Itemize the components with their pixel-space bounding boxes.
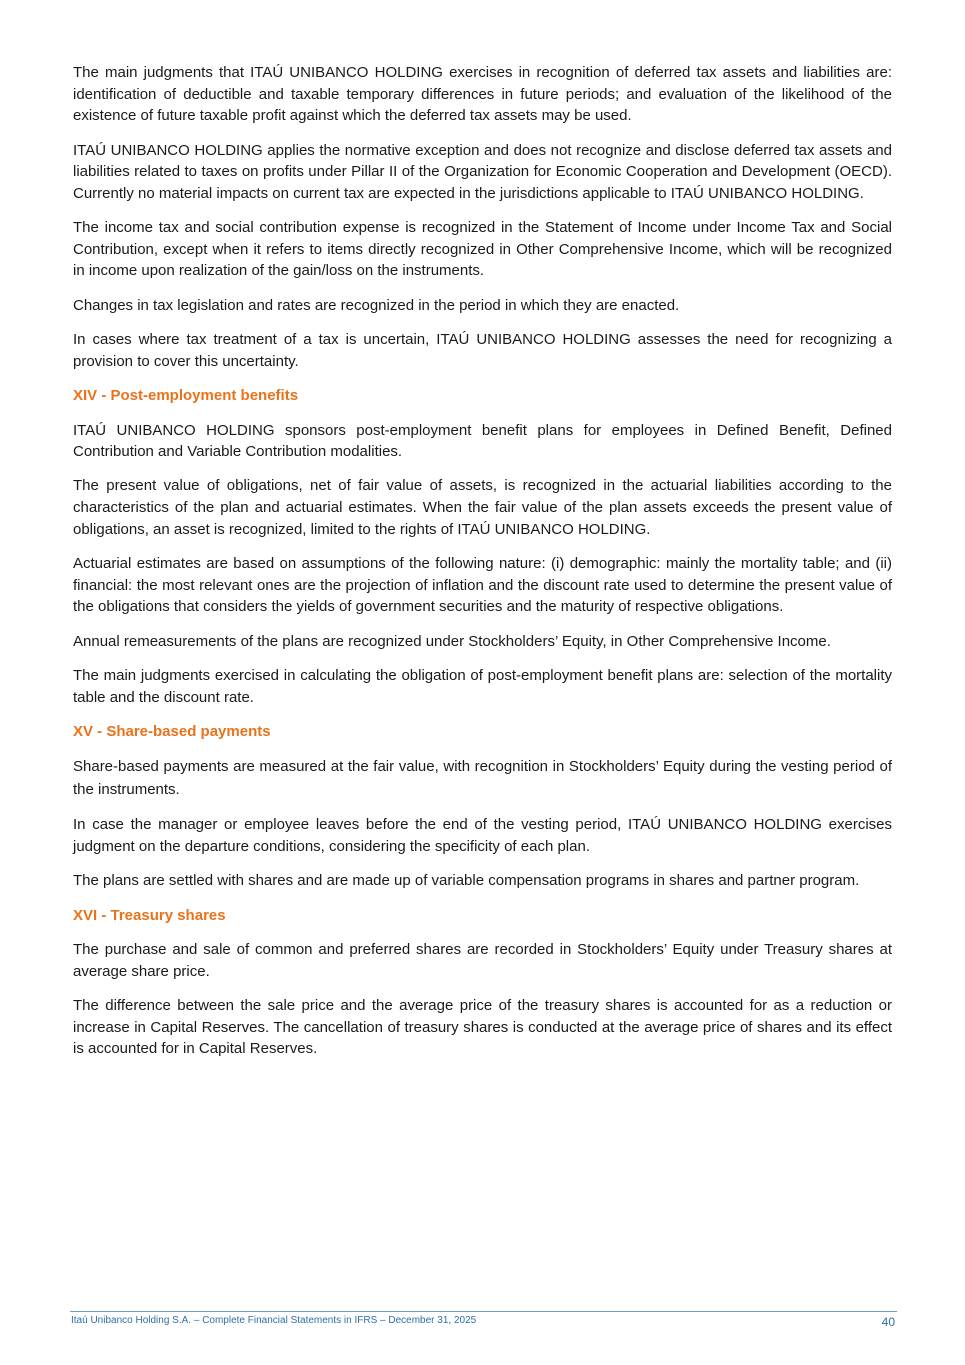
paragraph-share-based-measurement: Share-based payments are measured at the fair value, with recognition in Stockholders’ Equity during the vesting period of the instruments. [73, 758, 892, 799]
page-footer [70, 1311, 897, 1329]
paragraph-actuarial-estimates: Actuarial estimates are based on assumptions of the following nature: (i) demographic: mainly the mortality table; and (ii) financial: the most relevant ones are the projection of inflation and the discount rate used to determine the present value of the obligations that considers the yields of government securities and the maturity of respective obligations. [73, 555, 892, 616]
paragraph-tax-legislation-changes: Changes in tax legislation and rates are recognized in the period in which they are enacted. [73, 296, 680, 314]
page-content [73, 62, 892, 1073]
paragraph-uncertain-tax-treatment: In cases where tax treatment of a tax is uncertain, ITAÚ UNIBANCO HOLDING assesses the need for recognizing a provision to cover this uncertainty. [73, 331, 892, 370]
footer-document-title: Itaú Unibanco Holding S.A. – Complete Financial Statements in IFRS – December 31, 2025 [71, 1315, 477, 1326]
page-number: 40 [881, 1315, 895, 1329]
paragraph-post-employment-plans: ITAÚ UNIBANCO HOLDING sponsors post-employment benefit plans for employees in Defined Benefit, Defined Contribution and Variable Contribution modalities. [73, 421, 892, 461]
section-heading-share-based-payments: XV - Share-based payments [73, 723, 271, 741]
paragraph-present-value-obligations: The present value of obligations, net of fair value of assets, is recognized in the actuarial liabilities according to the characteristics of the plan and actuarial estimates. When the fair value of the plan assets exceeds the present value of obligations, an asset is recognized, limited to the rights of ITAÚ UNIBANCO HOLDING. [73, 477, 892, 538]
paragraph-income-tax-expense: The income tax and social contribution expense is recognized in the Statement of Income under Income Tax and Social Contribution, except when it refers to items directly recognized in Other Comprehensive Income, which will be recognized in income upon realization of the gain/loss on the instruments. [73, 219, 892, 280]
paragraph-vesting-departure: In case the manager or employee leaves before the end of the vesting period, ITAÚ UNIBANCO HOLDING exercises judgment on the departure conditions, considering the specificity of each plan. [73, 816, 892, 855]
paragraph-plan-settlement: The plans are settled with shares and are made up of variable compensation programs in shares and partner program. [73, 872, 860, 890]
section-heading-treasury-shares: XVI - Treasury shares [73, 906, 226, 924]
section-heading-post-employment: XIV - Post-employment benefits [73, 387, 299, 405]
paragraph-treasury-price-difference: The difference between the sale price and the average price of the treasury shares is accounted for as a reduction or increase in Capital Reserves. The cancellation of treasury shares is conducted at the average price of shares and its effect is accounted for in Capital Reserves. [73, 996, 892, 1058]
paragraph-post-employment-judgments: The main judgments exercised in calculating the obligation of post-employment benefit plans are: selection of the mortality table and the discount rate. [73, 667, 892, 706]
paragraph-deferred-tax-judgments: The main judgments that ITAÚ UNIBANCO HOLDING exercises in recognition of deferred tax assets and liabilities are: identification of deductible and taxable temporary differences in future periods; and evaluation of the likelihood of the existence of future taxable profit against which the deferred tax assets may be used. [73, 64, 892, 125]
paragraph-pillar-two: ITAÚ UNIBANCO HOLDING applies the normative exception and does not recognize and disclose deferred tax assets and liabilities related to taxes on profits under Pillar II of the Organization for Economic Cooperation and Development (OECD). Currently no material impacts on current tax are expected in the jurisdictions applicable to ITAÚ UNIBANCO HOLDING. [73, 141, 892, 202]
paragraph-treasury-purchase-sale: The purchase and sale of common and preferred shares are recorded in Stockholders’ Equity under Treasury shares at average share price. [73, 940, 892, 980]
paragraph-annual-remeasurements: Annual remeasurements of the plans are recognized under Stockholders’ Equity, in Other Comprehensive Income. [73, 632, 831, 650]
